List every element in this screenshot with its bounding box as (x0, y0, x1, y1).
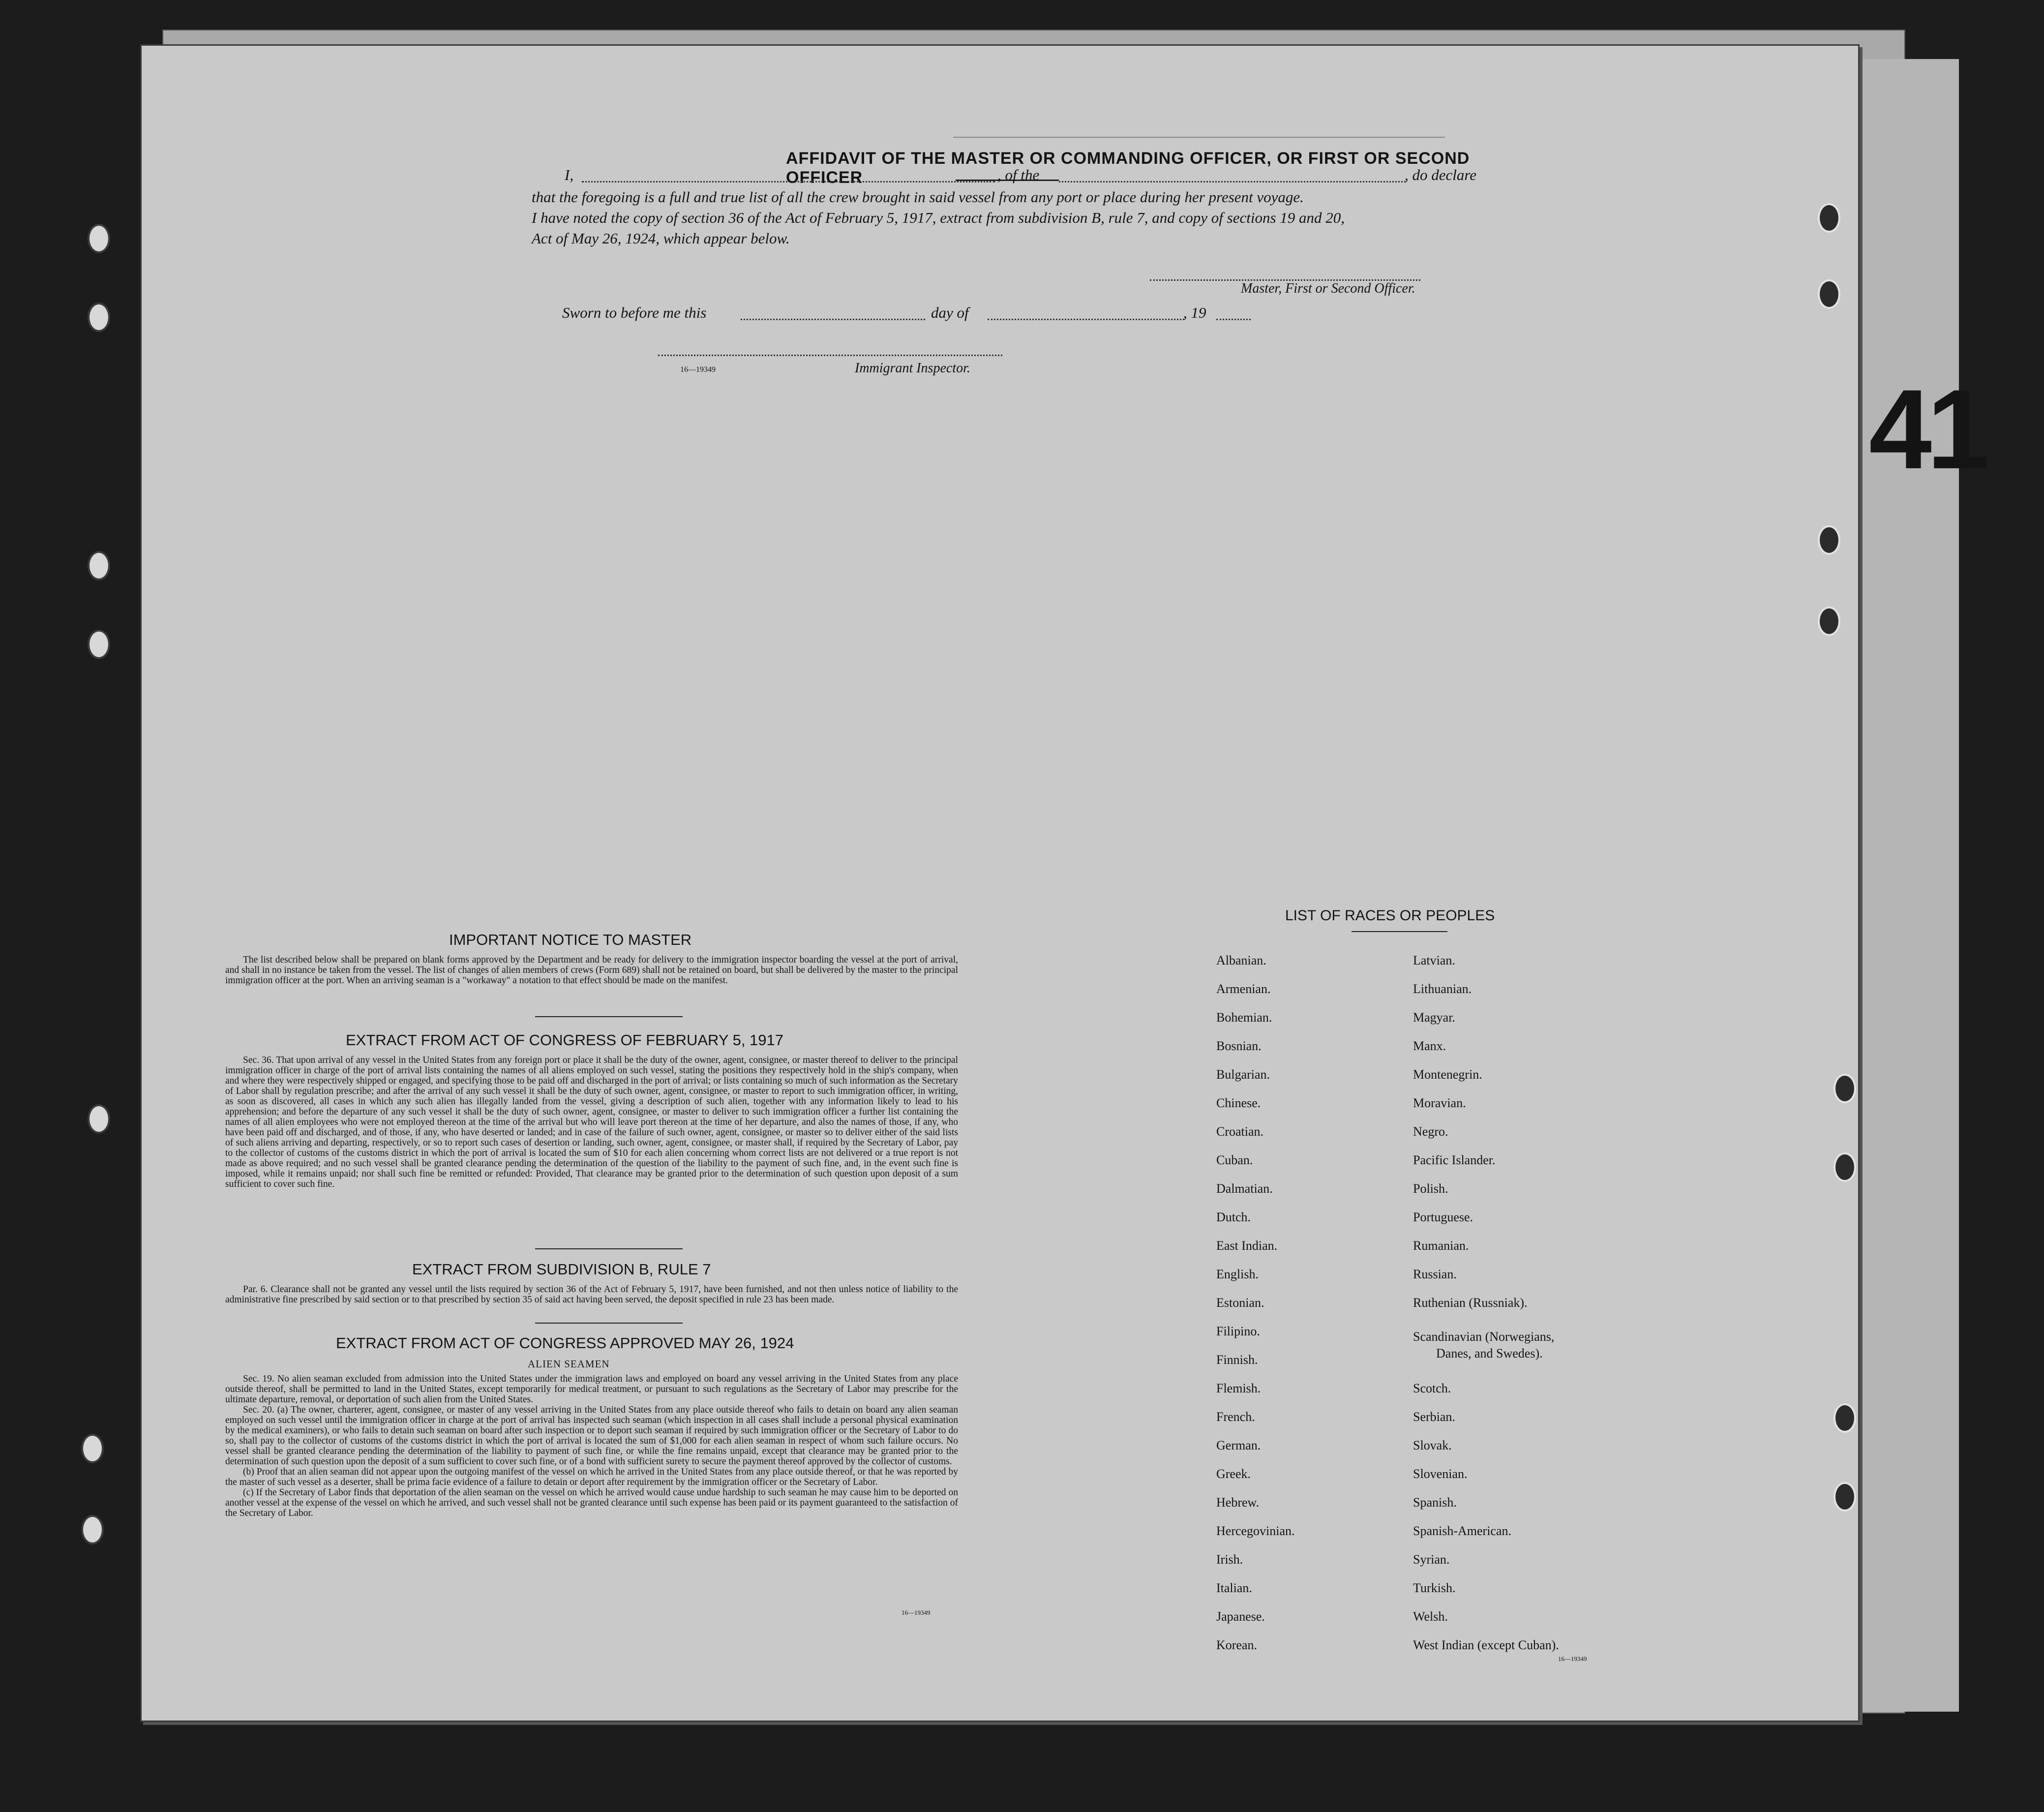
race-item: Spanish-American. (1413, 1524, 1512, 1538)
race-item: Irish. (1216, 1552, 1243, 1567)
binding-hole-right (1834, 1074, 1856, 1103)
year-label: , 19 (1183, 304, 1206, 321)
race-item: Welsh. (1413, 1609, 1448, 1624)
inspector-label: Immigrant Inspector. (855, 361, 970, 376)
extract-rule7-title: EXTRACT FROM SUBDIVISION B, RULE 7 (412, 1261, 711, 1278)
race-item: Scandinavian (Norwegians, (1413, 1329, 1555, 1344)
affidavit-title: AFFIDAVIT OF THE MASTER OR COMMANDING OFFICER, OR FIRST OR SECOND OFFICER (786, 149, 1470, 187)
binding-hole-right (1834, 1403, 1856, 1433)
section-20a-paragraph: Sec. 20. (a) The owner, charterer, agent, consignee, or master of any vessel arriving in the United States from any place outside thereof who fails to detain on board any alien seaman employed on such vessel until the immigration officer in charge at the port of arrival has inspected such seaman (which inspection in all cases shall include a personal physical examination by the medical examiners), or who fails to detain such seaman on board after such inspection or to deport such seaman if required by such immigration officer or the Secretary of Labor to do so, shall pay to the collector of customs of the customs district in which the port of arrival is located the sum of $1,000 for each alien seaman in respect of whom such failure occurs. No vessel shall be granted clearance pending the determination of the liability to payment of such fine, or while the fine remains unpaid, except that clearance may be granted prior to the determination of such question upon the deposit of a sum sufficient to cover such fine, or of a bond with sufficient surety to secure the payment thereof approved by the collector of customs. (225, 1405, 958, 1467)
extract-1924-text (225, 1374, 958, 1518)
race-item: Bosnian. (1216, 1039, 1262, 1053)
sworn-label: Sworn to before me this (562, 304, 707, 321)
binding-hole-left (88, 1104, 110, 1134)
sworn-day-field[interactable] (741, 319, 925, 320)
race-item: Slovak. (1413, 1438, 1452, 1452)
race-item: Hebrew. (1216, 1495, 1260, 1510)
underlying-page-edge (1859, 59, 1959, 1712)
divider (535, 1323, 683, 1324)
race-item: Lithuanian. (1413, 982, 1472, 996)
affidavit-text: that the foregoing is a full and true list of all the crew brought in said vessel from any port or place during her present voyage. (532, 188, 1304, 206)
binding-hole-left (88, 551, 110, 580)
affidavit-i-label: I, (565, 166, 574, 183)
race-item: Chinese. (1216, 1096, 1261, 1110)
extract-1917-title: EXTRACT FROM ACT OF CONGRESS OF FEBRUARY 5, 1917 (346, 1031, 784, 1049)
binding-hole-right (1818, 606, 1840, 636)
race-item: Russian. (1413, 1267, 1457, 1281)
handwritten-page-number: 41 (1869, 366, 1985, 492)
notice-title: IMPORTANT NOTICE TO MASTER (449, 931, 692, 948)
section-36-paragraph: Sec. 36. That upon arrival of any vessel in the United States from any foreign port or place it shall be the duty of the owner, agent, consignee, or master thereof to deliver to the principal immigration officer in charge of the port of arrival lists containing the names of all aliens employed on such vessel, stating the positions they respectively hold in the ship's company, when and where they were respectively shipped or engaged, and specifying those to be paid off and discharged in the port of arrival; or lists containing so much of such information as the Secretary of Labor shall by regulation prescribe; and after the arrival of any such vessel it shall be the duty of such owner, agent, consignee, or master to report to such immigration officer, in writing, as soon as discovered, all cases in which any such alien has illegally landed from the vessel, giving a description of such alien, together with any information likely to lead to his apprehension; and before the departure of any such vessel it shall be the duty of such owner, agent, consignee, or master to deliver to such immigration officer a further list containing the names of all alien employees who were not employed thereon at the time of the arrival but who will leave port thereon at the time of her departure, and also the names of those, if any, who have been paid off and discharged, and of those, if any, who have deserted or landed; and in case of the failure of such owner, agent, consignee, or master so to deliver either of the said lists of such aliens arriving and departing, respectively, or so to report such cases of desertion or landing, such owner, agent, consignee, or master shall, if required by the Secretary of Labor, pay to the collector of customs of the customs district in which the port of arrival is located the sum of $10 for each alien concerning whom correct lists are not delivered or a true report is not made as above required; and no such vessel shall be granted clearance pending the determination of the question of the liability to the payment of such fine, and, in the event such fine is imposed, while it remains unpaid; nor shall such fine be remitted or refunded: Provided, That clearance may be granted prior to the determination of such question upon deposit of a sum sufficient to cover such fine. (225, 1055, 958, 1189)
binding-hole-left (81, 1434, 104, 1463)
race-item: Japanese. (1216, 1609, 1265, 1624)
binding-hole-left (88, 302, 110, 332)
race-item: Pacific Islander. (1413, 1153, 1496, 1167)
race-item: Moravian. (1413, 1096, 1466, 1110)
race-item: Cuban. (1216, 1153, 1253, 1167)
inspector-signature-field[interactable] (658, 355, 1002, 356)
races-title: LIST OF RACES OR PEOPLES (1285, 907, 1495, 924)
race-item: Turkish. (1413, 1581, 1456, 1595)
race-item: Manx. (1413, 1039, 1446, 1053)
divider (953, 137, 1445, 138)
extract-1917-text (225, 1055, 958, 1189)
binding-hole-right (1818, 525, 1840, 555)
race-item: Montenegrin. (1413, 1067, 1482, 1082)
race-item: Albanian. (1216, 953, 1266, 967)
race-item: Slovenian. (1413, 1467, 1468, 1481)
race-item: Italian. (1216, 1581, 1252, 1595)
officer-name-field[interactable] (582, 181, 995, 182)
race-item: Dalmatian. (1216, 1181, 1273, 1196)
binding-hole-right (1834, 1152, 1856, 1182)
signature-label: Master, First or Second Officer. (1241, 281, 1415, 296)
race-item: French. (1216, 1410, 1255, 1424)
race-item: Scotch. (1413, 1381, 1451, 1395)
race-item: Filipino. (1216, 1324, 1260, 1338)
divider (535, 1016, 683, 1017)
race-item: Armenian. (1216, 982, 1271, 996)
form-number: 16—19349 (680, 365, 716, 374)
race-item: Syrian. (1413, 1552, 1450, 1567)
affidavit-text: Act of May 26, 1924, which appear below. (532, 230, 790, 247)
notice-text (225, 955, 958, 986)
manifest-page (140, 44, 1860, 1722)
divider (1352, 931, 1447, 932)
binding-hole-left (88, 224, 110, 253)
race-item: Spanish. (1413, 1495, 1457, 1510)
race-item-continued: Danes, and Swedes). (1436, 1346, 1543, 1360)
binding-hole-left (81, 1515, 104, 1544)
affidavit-declare-label: , do declare (1405, 166, 1477, 183)
race-item: German. (1216, 1438, 1261, 1452)
divider (535, 1248, 683, 1249)
race-item: Polish. (1413, 1181, 1448, 1196)
race-item: Korean. (1216, 1638, 1258, 1652)
affidavit-text: I have noted the copy of section 36 of the Act of February 5, 1917, extract from subdivision B, rule 7, and copy of sections 19 and 20, (532, 209, 1345, 226)
section-19-paragraph: Sec. 19. No alien seaman excluded from admission into the United States under the immigration laws and employed on board any vessel arriving in the United States from any place outside thereof, shall be permitted to land in the United States, except temporarily for medical treatment, or pursuant to such regulations as the Secretary of Labor may prescribe for the ultimate departure, removal, or deportation of such alien from the United States. (225, 1374, 958, 1405)
sworn-month-field[interactable] (988, 319, 1184, 320)
alien-seamen-subtitle: ALIEN SEAMEN (528, 1358, 610, 1370)
race-item: Magyar. (1413, 1010, 1455, 1025)
form-number: 16—19349 (1558, 1655, 1587, 1662)
binding-hole-right (1818, 203, 1840, 233)
race-item: Greek. (1216, 1467, 1251, 1481)
binding-hole-right (1834, 1482, 1856, 1511)
form-number: 16—19349 (902, 1609, 931, 1616)
binding-hole-right (1818, 279, 1840, 309)
vessel-name-field[interactable] (1059, 181, 1406, 182)
par-6-paragraph: Par. 6. Clearance shall not be granted any vessel until the lists required by section 36 of the Act of February 5, 1917, have been furnished, and not then unless notice of liability to the administrative fine prescribed by said section or to that prescribed by section 35 of said act having been served, the deposit specified in rule 23 has been made. (225, 1284, 958, 1305)
race-item: Croatian. (1216, 1124, 1264, 1139)
race-item: East Indian. (1216, 1238, 1278, 1253)
race-item: Dutch. (1216, 1210, 1251, 1224)
race-item: Bohemian. (1216, 1010, 1272, 1025)
section-20b-paragraph: (b) Proof that an alien seaman did not appear upon the outgoing manifest of the vessel on which he arrived in the United States from any place outside thereof, or that he was reported by the master of such vessel as a deserter, shall be prima facie evidence of a failure to detain or deport after requirement by the immigration officer or the Secretary of Labor. (225, 1467, 958, 1487)
race-item: Flemish. (1216, 1381, 1261, 1395)
notice-paragraph: The list described below shall be prepared on blank forms approved by the Department and be ready for delivery to the immigration inspector boarding the vessel at the port of arrival, and shall in no instance be taken from the vessel. The list of changes of alien members of crews (Form 689) shall not be retained on board, but shall be delivered by the master to the principal immigration officer at the port. When an arriving seaman is a "workaway" a notation to that effect should be made on the manifest. (225, 955, 958, 986)
race-item: Estonian. (1216, 1296, 1264, 1310)
race-item: Negro. (1413, 1124, 1448, 1139)
race-item: English. (1216, 1267, 1259, 1281)
sworn-year-field[interactable] (1216, 319, 1251, 320)
extract-1924-title: EXTRACT FROM ACT OF CONGRESS APPROVED MAY 26, 1924 (336, 1334, 794, 1352)
race-item: West Indian (except Cuban). (1413, 1638, 1559, 1652)
race-item: Portuguese. (1413, 1210, 1473, 1224)
day-of-label: day of (931, 304, 969, 321)
binding-hole-left (88, 630, 110, 659)
race-item: Rumanian. (1413, 1238, 1469, 1253)
race-item: Ruthenian (Russniak). (1413, 1296, 1528, 1310)
section-20c-paragraph: (c) If the Secretary of Labor finds that deportation of the alien seaman on the vessel on which he arrived would cause undue hardship to such seaman he may cause him to be deported on another vessel at the expense of the vessel on which he arrived, and such vessel shall not be granted clearance until such expense has been paid or its payment guaranteed to the satisfaction of the Secretary of Labor. (225, 1487, 958, 1518)
race-item: Serbian. (1413, 1410, 1455, 1424)
extract-rule7-text (225, 1284, 958, 1305)
race-item: Hercegovinian. (1216, 1524, 1295, 1538)
race-item: Finnish. (1216, 1353, 1258, 1367)
affidavit-of-label: , of the (997, 166, 1040, 183)
race-item: Bulgarian. (1216, 1067, 1270, 1082)
race-item: Latvian. (1413, 953, 1455, 967)
